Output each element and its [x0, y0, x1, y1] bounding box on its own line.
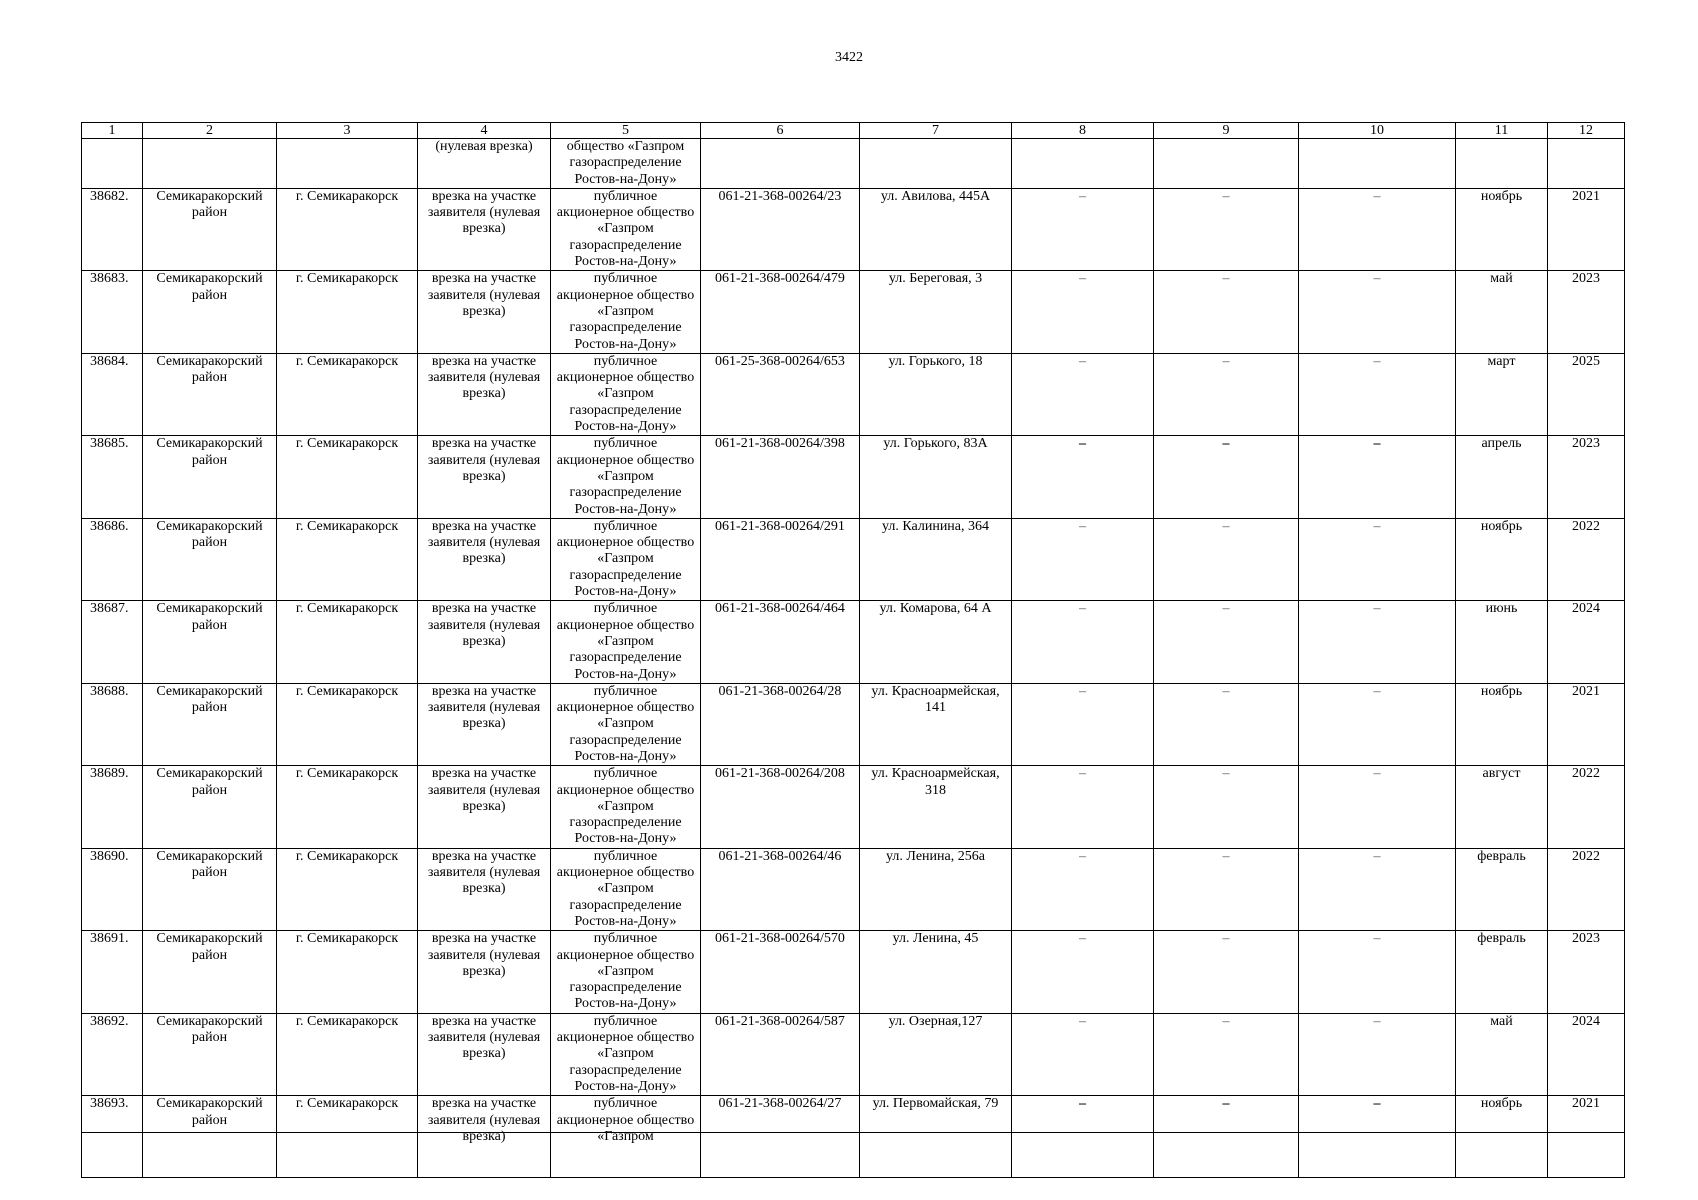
- cell-col10: [1299, 848, 1456, 930]
- table-row: [82, 188, 1625, 270]
- table-row: [82, 601, 1625, 683]
- column-number: 11: [1456, 123, 1548, 139]
- cell-address: ул. Ленина, 256а: [860, 848, 1012, 930]
- cell-code: 061-21-368-00264/28: [701, 683, 860, 765]
- cell-number: 38692.: [82, 1013, 143, 1095]
- cell-dash: –: [1222, 601, 1230, 617]
- cell-dash: –: [1079, 271, 1086, 287]
- cell-dash: –: [1079, 601, 1086, 617]
- cell-col8: [1012, 766, 1154, 848]
- cell-type: врезка на участке заявителя (нулевая врезка): [418, 931, 551, 1013]
- cell-month: июнь: [1456, 601, 1548, 683]
- cell-city: г. Семикаракорск: [277, 518, 418, 600]
- table-row: [82, 766, 1625, 848]
- cell-type: врезка на участке заявителя (нулевая врезка): [418, 1013, 551, 1095]
- cell-district: Семикаракорский район: [143, 353, 277, 435]
- cell-district: Семикаракорский район: [143, 1096, 277, 1178]
- cell-empty: [143, 139, 277, 189]
- cell-dash: –: [1222, 1013, 1230, 1029]
- cell-code: 061-21-368-00264/46: [701, 848, 860, 930]
- cell-type: врезка на участке заявителя (нулевая врезка): [418, 683, 551, 765]
- cell-month: март: [1456, 353, 1548, 435]
- cell-dash: –: [1373, 271, 1381, 287]
- cell-organization: публичное акционерное общество «Газпром газораспределение Ростов-на-Дону»: [551, 271, 701, 353]
- cell-number: 38684.: [82, 353, 143, 435]
- cell-address: ул. Калинина, 364: [860, 518, 1012, 600]
- cell-type: врезка на участке заявителя (нулевая врезка): [418, 848, 551, 930]
- cell-number: 38686.: [82, 518, 143, 600]
- cell-col10: [1299, 601, 1456, 683]
- cell-dash: –: [1222, 1096, 1230, 1112]
- cell-empty: [277, 139, 418, 189]
- cell-col8: [1012, 188, 1154, 270]
- cell-dash: –: [1222, 353, 1230, 369]
- cell-dash: –: [1373, 436, 1381, 452]
- cell-col8: [1012, 518, 1154, 600]
- table-row: [82, 848, 1625, 930]
- cell-col8: [1012, 931, 1154, 1013]
- cell-number: 38689.: [82, 766, 143, 848]
- cell-address: ул. Горького, 83А: [860, 436, 1012, 518]
- cell-number: 38685.: [82, 436, 143, 518]
- cell-organization: общество «Газпром газораспределение Ростов-на-Дону»: [551, 139, 701, 189]
- cell-organization: публичное акционерное общество «Газпром газораспределение Ростов-на-Дону»: [551, 848, 701, 930]
- cell-type: врезка на участке заявителя (нулевая врезка): [418, 601, 551, 683]
- gas-connections-table: [81, 122, 1624, 1144]
- cell-code: 061-21-368-00264/23: [701, 188, 860, 270]
- cell-dash: –: [1373, 1096, 1381, 1112]
- cell-address: ул. Комарова, 64 А: [860, 601, 1012, 683]
- cell-dash: –: [1373, 1013, 1381, 1029]
- cell-col9: [1154, 766, 1299, 848]
- table-row: [82, 1096, 1625, 1178]
- cell-address: ул. Красноармейская, 318: [860, 766, 1012, 848]
- cell-code: 061-21-368-00264/479: [701, 271, 860, 353]
- column-number: 8: [1012, 123, 1154, 139]
- cell-district: Семикаракорский район: [143, 683, 277, 765]
- cell-dash: –: [1079, 766, 1086, 782]
- cell-col8: [1012, 353, 1154, 435]
- cell-dash: –: [1373, 683, 1381, 699]
- cell-dash: –: [1079, 518, 1086, 534]
- cell-number: 38690.: [82, 848, 143, 930]
- cell-empty: [1012, 139, 1154, 189]
- cell-dash: –: [1079, 931, 1086, 947]
- cell-col9: [1154, 518, 1299, 600]
- cell-dash: –: [1079, 848, 1086, 864]
- cell-col8: [1012, 1096, 1154, 1178]
- cell-month: ноябрь: [1456, 683, 1548, 765]
- cell-col9: [1154, 271, 1299, 353]
- column-number: 9: [1154, 123, 1299, 139]
- cell-code: 061-21-368-00264/464: [701, 601, 860, 683]
- cell-col10: [1299, 931, 1456, 1013]
- cell-dash: –: [1079, 436, 1086, 452]
- cell-type: (нулевая врезка): [418, 139, 551, 189]
- cell-city: г. Семикаракорск: [277, 1096, 418, 1178]
- cell-month: ноябрь: [1456, 518, 1548, 600]
- cell-address: ул. Ленина, 45: [860, 931, 1012, 1013]
- cell-col8: [1012, 601, 1154, 683]
- table-row: [82, 436, 1625, 518]
- table-row: [82, 271, 1625, 353]
- cell-organization: публичное акционерное общество «Газпром газораспределение Ростов-на-Дону»: [551, 518, 701, 600]
- cell-dash: –: [1079, 683, 1086, 699]
- cell-address: ул. Красноармейская, 141: [860, 683, 1012, 765]
- cell-dash: –: [1222, 271, 1230, 287]
- cell-organization: публичное акционерное общество «Газпром газораспределение Ростов-на-Дону»: [551, 683, 701, 765]
- column-number-row: [82, 123, 1625, 139]
- cell-year: 2022: [1548, 766, 1625, 848]
- column-number: 12: [1548, 123, 1625, 139]
- cell-col9: [1154, 601, 1299, 683]
- cell-year: 2022: [1548, 518, 1625, 600]
- cell-address: ул. Авилова, 445А: [860, 188, 1012, 270]
- cell-empty: [1299, 139, 1456, 189]
- cell-col8: [1012, 1013, 1154, 1095]
- cell-year: 2021: [1548, 683, 1625, 765]
- column-number: 4: [418, 123, 551, 139]
- column-number: 3: [277, 123, 418, 139]
- cell-number: 38687.: [82, 601, 143, 683]
- cell-number: 38693.: [82, 1096, 143, 1178]
- cell-col10: [1299, 766, 1456, 848]
- cell-organization: публичное акционерное общество «Газпром газораспределение Ростов-на-Дону»: [551, 188, 701, 270]
- table-row: [82, 353, 1625, 435]
- column-number: 7: [860, 123, 1012, 139]
- cell-district: Семикаракорский район: [143, 931, 277, 1013]
- cell-city: г. Семикаракорск: [277, 931, 418, 1013]
- cell-type: врезка на участке заявителя (нулевая врезка): [418, 436, 551, 518]
- cell-organization: публичное акционерное общество «Газпром газораспределение Ростов-на-Дону»: [551, 353, 701, 435]
- cell-organization: публичное акционерное общество «Газпром газораспределение Ростов-на-Дону»: [551, 766, 701, 848]
- page-number: 3422: [835, 50, 863, 65]
- cell-organization: публичное акционерное общество «Газпром газораспределение Ростов-на-Дону»: [551, 1013, 701, 1095]
- cell-col9: [1154, 931, 1299, 1013]
- cell-dash: –: [1222, 848, 1230, 864]
- cell-organization: публичное акционерное общество «Газпром газораспределение Ростов-на-Дону»: [551, 931, 701, 1013]
- cell-city: г. Семикаракорск: [277, 353, 418, 435]
- cell-code: 061-21-368-00264/587: [701, 1013, 860, 1095]
- cell-month: февраль: [1456, 848, 1548, 930]
- cell-address: ул. Озерная,127: [860, 1013, 1012, 1095]
- cell-year: 2024: [1548, 601, 1625, 683]
- cell-empty: [1456, 139, 1548, 189]
- cell-dash: –: [1373, 188, 1381, 204]
- cell-address: ул. Береговая, 3: [860, 271, 1012, 353]
- data-table: [81, 122, 1625, 1178]
- cell-city: г. Семикаракорск: [277, 1013, 418, 1095]
- cell-district: Семикаракорский район: [143, 601, 277, 683]
- table-row: [82, 1013, 1625, 1095]
- cell-col10: [1299, 436, 1456, 518]
- cell-dash: –: [1222, 683, 1230, 699]
- cell-organization: публичное акционерное общество «Газпром: [551, 1096, 701, 1178]
- cell-district: Семикаракорский район: [143, 436, 277, 518]
- table-row-continued: [82, 139, 1625, 189]
- cell-number: 38688.: [82, 683, 143, 765]
- cell-dash: –: [1373, 848, 1381, 864]
- cell-year: 2025: [1548, 353, 1625, 435]
- cell-col9: [1154, 1096, 1299, 1178]
- cell-address: ул. Первомайская, 79: [860, 1096, 1012, 1178]
- cell-city: г. Семикаракорск: [277, 436, 418, 518]
- cell-month: ноябрь: [1456, 1096, 1548, 1178]
- table-row: [82, 683, 1625, 765]
- cell-col9: [1154, 436, 1299, 518]
- cell-dash: –: [1222, 518, 1230, 534]
- column-number: 6: [701, 123, 860, 139]
- cell-empty: [1548, 139, 1625, 189]
- cell-col8: [1012, 848, 1154, 930]
- cell-organization: публичное акционерное общество «Газпром газораспределение Ростов-на-Дону»: [551, 601, 701, 683]
- cell-code: 061-21-368-00264/398: [701, 436, 860, 518]
- cell-col10: [1299, 1096, 1456, 1178]
- cell-empty: [701, 139, 860, 189]
- column-number: 5: [551, 123, 701, 139]
- column-number: 1: [82, 123, 143, 139]
- cell-month: ноябрь: [1456, 188, 1548, 270]
- cell-district: Семикаракорский район: [143, 188, 277, 270]
- cell-col10: [1299, 188, 1456, 270]
- cell-dash: –: [1373, 931, 1381, 947]
- cell-code: 061-25-368-00264/653: [701, 353, 860, 435]
- cell-district: Семикаракорский район: [143, 848, 277, 930]
- cell-code: 061-21-368-00264/570: [701, 931, 860, 1013]
- cell-number: 38682.: [82, 188, 143, 270]
- cell-year: 2024: [1548, 1013, 1625, 1095]
- cell-district: Семикаракорский район: [143, 271, 277, 353]
- cell-dash: –: [1222, 436, 1230, 452]
- column-number: 10: [1299, 123, 1456, 139]
- cell-district: Семикаракорский район: [143, 1013, 277, 1095]
- cell-city: г. Семикаракорск: [277, 601, 418, 683]
- cell-month: август: [1456, 766, 1548, 848]
- cell-city: г. Семикаракорск: [277, 766, 418, 848]
- cell-city: г. Семикаракорск: [277, 683, 418, 765]
- cell-dash: –: [1079, 1013, 1086, 1029]
- cell-col8: [1012, 683, 1154, 765]
- table-row: [82, 931, 1625, 1013]
- cell-number: 38691.: [82, 931, 143, 1013]
- cell-dash: –: [1079, 188, 1086, 204]
- cell-year: 2021: [1548, 188, 1625, 270]
- cell-dash: –: [1222, 188, 1230, 204]
- cell-dash: –: [1079, 1096, 1086, 1112]
- cell-dash: –: [1222, 931, 1230, 947]
- cell-col9: [1154, 1013, 1299, 1095]
- column-number: 2: [143, 123, 277, 139]
- cell-col9: [1154, 188, 1299, 270]
- cell-col10: [1299, 271, 1456, 353]
- cell-year: 2023: [1548, 931, 1625, 1013]
- cell-month: апрель: [1456, 436, 1548, 518]
- cell-number: 38683.: [82, 271, 143, 353]
- cell-month: май: [1456, 1013, 1548, 1095]
- cell-dash: –: [1373, 601, 1381, 617]
- cell-type: врезка на участке заявителя (нулевая врезка): [418, 1096, 551, 1178]
- cell-col10: [1299, 353, 1456, 435]
- cell-month: февраль: [1456, 931, 1548, 1013]
- cell-month: май: [1456, 271, 1548, 353]
- cell-organization: публичное акционерное общество «Газпром газораспределение Ростов-на-Дону»: [551, 436, 701, 518]
- cell-year: 2023: [1548, 436, 1625, 518]
- cell-code: 061-21-368-00264/291: [701, 518, 860, 600]
- cell-type: врезка на участке заявителя (нулевая врезка): [418, 766, 551, 848]
- cell-type: врезка на участке заявителя (нулевая врезка): [418, 518, 551, 600]
- cell-dash: –: [1373, 353, 1381, 369]
- cell-year: 2023: [1548, 271, 1625, 353]
- cell-empty: [1154, 139, 1299, 189]
- cell-col9: [1154, 848, 1299, 930]
- cell-col9: [1154, 353, 1299, 435]
- cell-code: 061-21-368-00264/208: [701, 766, 860, 848]
- cell-year: 2022: [1548, 848, 1625, 930]
- cell-district: Семикаракорский район: [143, 518, 277, 600]
- cell-type: врезка на участке заявителя (нулевая врезка): [418, 188, 551, 270]
- cell-dash: –: [1079, 353, 1086, 369]
- cell-dash: –: [1222, 766, 1230, 782]
- cell-col8: [1012, 271, 1154, 353]
- cell-address: ул. Горького, 18: [860, 353, 1012, 435]
- cell-type: врезка на участке заявителя (нулевая врезка): [418, 353, 551, 435]
- cell-col8: [1012, 436, 1154, 518]
- cell-year: 2021: [1548, 1096, 1625, 1178]
- cell-district: Семикаракорский район: [143, 766, 277, 848]
- cell-empty: [860, 139, 1012, 189]
- cell-dash: –: [1373, 518, 1381, 534]
- table-row: [82, 518, 1625, 600]
- cell-city: г. Семикаракорск: [277, 848, 418, 930]
- cell-empty: [82, 139, 143, 189]
- cell-col10: [1299, 1013, 1456, 1095]
- cell-col9: [1154, 683, 1299, 765]
- cell-col10: [1299, 683, 1456, 765]
- cell-city: г. Семикаракорск: [277, 188, 418, 270]
- cell-code: 061-21-368-00264/27: [701, 1096, 860, 1178]
- cell-col10: [1299, 518, 1456, 600]
- cell-dash: –: [1373, 766, 1381, 782]
- cell-city: г. Семикаракорск: [277, 271, 418, 353]
- cell-type: врезка на участке заявителя (нулевая врезка): [418, 271, 551, 353]
